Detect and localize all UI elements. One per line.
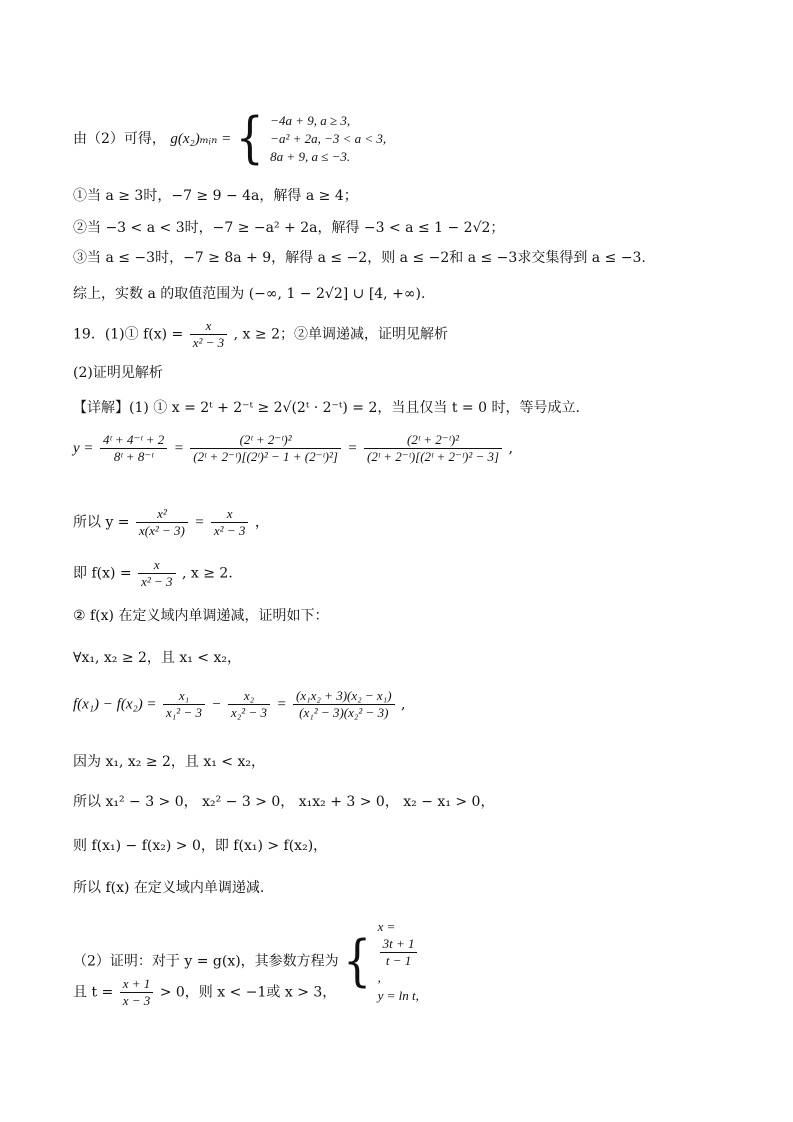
line-answer-19 — [73, 318, 448, 351]
numerator: x — [211, 506, 248, 523]
denominator: 8ᵗ + 8⁻ᵗ — [113, 449, 154, 464]
text: 且 t = — [73, 984, 114, 1001]
fraction — [211, 506, 248, 539]
text: （2）证明：对于 y = g(x)，其参数方程为 — [73, 953, 339, 970]
numerator: (x₁x₂ + 3)(x₂ − x₁) — [293, 688, 395, 705]
line-because: 因为 x₁, x₂ ≥ 2，且 x₁ < x₂， — [73, 754, 266, 770]
numerator: x — [190, 318, 227, 335]
comma: , — [508, 440, 514, 457]
denominator: x₁² − 3 — [166, 705, 202, 720]
comma: ， — [254, 514, 269, 531]
case-1: −4a + 9, a ≥ 3, — [270, 113, 351, 128]
fraction — [163, 688, 205, 721]
case-3: 8a + 9, a ≤ −3. — [270, 149, 351, 164]
line-y-derivation — [73, 432, 513, 465]
fraction — [228, 688, 270, 721]
line-case-a-ge-3: ①当 a ≥ 3时，−7 ≥ 9 − 4a，解得 a ≥ 4； — [73, 188, 358, 204]
numerator: x₁ — [163, 688, 205, 705]
fraction — [190, 318, 227, 351]
fraction — [364, 432, 502, 465]
denominator: x − 3 — [122, 993, 151, 1008]
case-x: x = 3t + 1 t − 1 , — [378, 918, 420, 987]
math-expression: f(x₁) − f(x₂) = — [73, 696, 157, 713]
text: 所以 y = — [73, 514, 130, 531]
minus-sign: − — [211, 696, 222, 713]
denominator: x₂² − 3 — [231, 705, 267, 720]
text: , x ≥ 2. — [182, 565, 233, 582]
text: > 0，则 x < −1或 x > 3， — [159, 984, 337, 1001]
text: 由（2）可得， — [73, 131, 166, 147]
equals-sign: = — [347, 440, 358, 457]
equals-sign: = — [173, 440, 184, 457]
fraction — [138, 557, 175, 590]
left-brace: { — [343, 929, 372, 993]
numerator: x + 1 — [120, 976, 154, 993]
denominator: x² − 3 — [192, 335, 225, 350]
fraction — [136, 506, 188, 539]
numerator: 4ᵗ + 4⁻ᵗ + 2 — [100, 432, 167, 449]
line-f-definition — [73, 557, 233, 590]
numerator: (2ᵗ + 2⁻ᵗ)² — [364, 432, 502, 449]
line-y-simplified — [73, 506, 269, 539]
equals-sign: = — [276, 696, 287, 713]
numerator: x₂ — [228, 688, 270, 705]
denominator: x² − 3 — [141, 574, 173, 589]
line-case-a-le-neg3: ③当 a ≤ −3时，−7 ≥ 8a + 9，解得 a ≤ −2，则 a ≤ −2和 a ≤ −3求交集得到 a ≤ −3. — [73, 250, 646, 266]
line-monotonic-claim: ② f(x) 在定义域内单调递减，证明如下： — [73, 608, 329, 624]
line-case-a-between: ②当 −3 < a < 3时，−7 ≥ −a² + 2a，解得 −3 < a ≤ 1 − 2√2； — [73, 220, 505, 236]
piecewise-cases — [270, 112, 386, 166]
line-positivity: 所以 x₁² − 3 > 0， x₂² − 3 > 0， x₁x₂ + 3 > 0， x₂ − x₁ > 0， — [73, 794, 495, 810]
numerator: x² — [136, 506, 188, 523]
denominator: x(x² − 3) — [139, 523, 185, 538]
line-detail-start: 【详解】(1) ① x = 2ᵗ + 2⁻ᵗ ≥ 2√(2ᵗ · 2⁻ᵗ) = 2，当且仅当 t = 0 时，等号成立. — [73, 400, 580, 416]
text: 19．(1)① f(x) = — [73, 326, 184, 343]
fraction — [120, 976, 154, 1009]
numerator: 3t + 1 — [380, 936, 418, 953]
case-y: y = ln t, — [377, 988, 419, 1003]
equals-sign: = — [194, 514, 205, 531]
numerator: (2ᵗ + 2⁻ᵗ)² — [190, 432, 341, 449]
case-2: −a² + 2a, −3 < a < 3, — [270, 131, 387, 146]
line-forall: ∀x₁, x₂ ≥ 2，且 x₁ < x₂， — [73, 650, 241, 666]
math-expression: g(x₂)ₘᵢₙ = — [170, 131, 232, 147]
text: 即 f(x) = — [73, 565, 132, 582]
fraction — [190, 432, 341, 465]
parametric-cases — [378, 918, 420, 1005]
line-inequality: 则 f(x₁) − f(x₂) > 0，即 f(x₁) > f(x₂)， — [73, 838, 328, 854]
numerator: x — [138, 557, 175, 574]
fraction — [100, 432, 167, 465]
denominator: x² − 3 — [213, 523, 246, 538]
denominator: (2ᵗ + 2⁻ᵗ)[(2ᵗ)² − 1 + (2⁻ᵗ)²] — [193, 449, 338, 464]
math-expression: y = — [73, 440, 94, 457]
fraction — [380, 936, 418, 969]
line-t-condition — [73, 976, 336, 1009]
denominator: t − 1 — [385, 953, 412, 968]
line-answer-19-2: (2)证明见解析 — [73, 365, 163, 381]
line-conclusion: 综上，实数 a 的取值范围为 (−∞, 1 − 2√2] ∪ [4, +∞). — [73, 286, 426, 302]
denominator: (x₁² − 3)(x₂² − 3) — [299, 705, 389, 720]
line-conclusion-monotonic: 所以 f(x) 在定义域内单调递减. — [73, 880, 265, 896]
case-x-lhs: x = — [377, 919, 396, 934]
denominator: (2ᵗ + 2⁻ᵗ)[(2ᵗ + 2⁻ᵗ)² − 3] — [367, 449, 500, 464]
line-difference — [73, 688, 405, 721]
comma: , — [401, 696, 406, 713]
left-brace: { — [235, 106, 264, 171]
text: , x ≥ 2；②单调递减，证明见解析 — [233, 326, 448, 343]
line-min-value — [73, 106, 387, 171]
fraction — [293, 688, 395, 721]
